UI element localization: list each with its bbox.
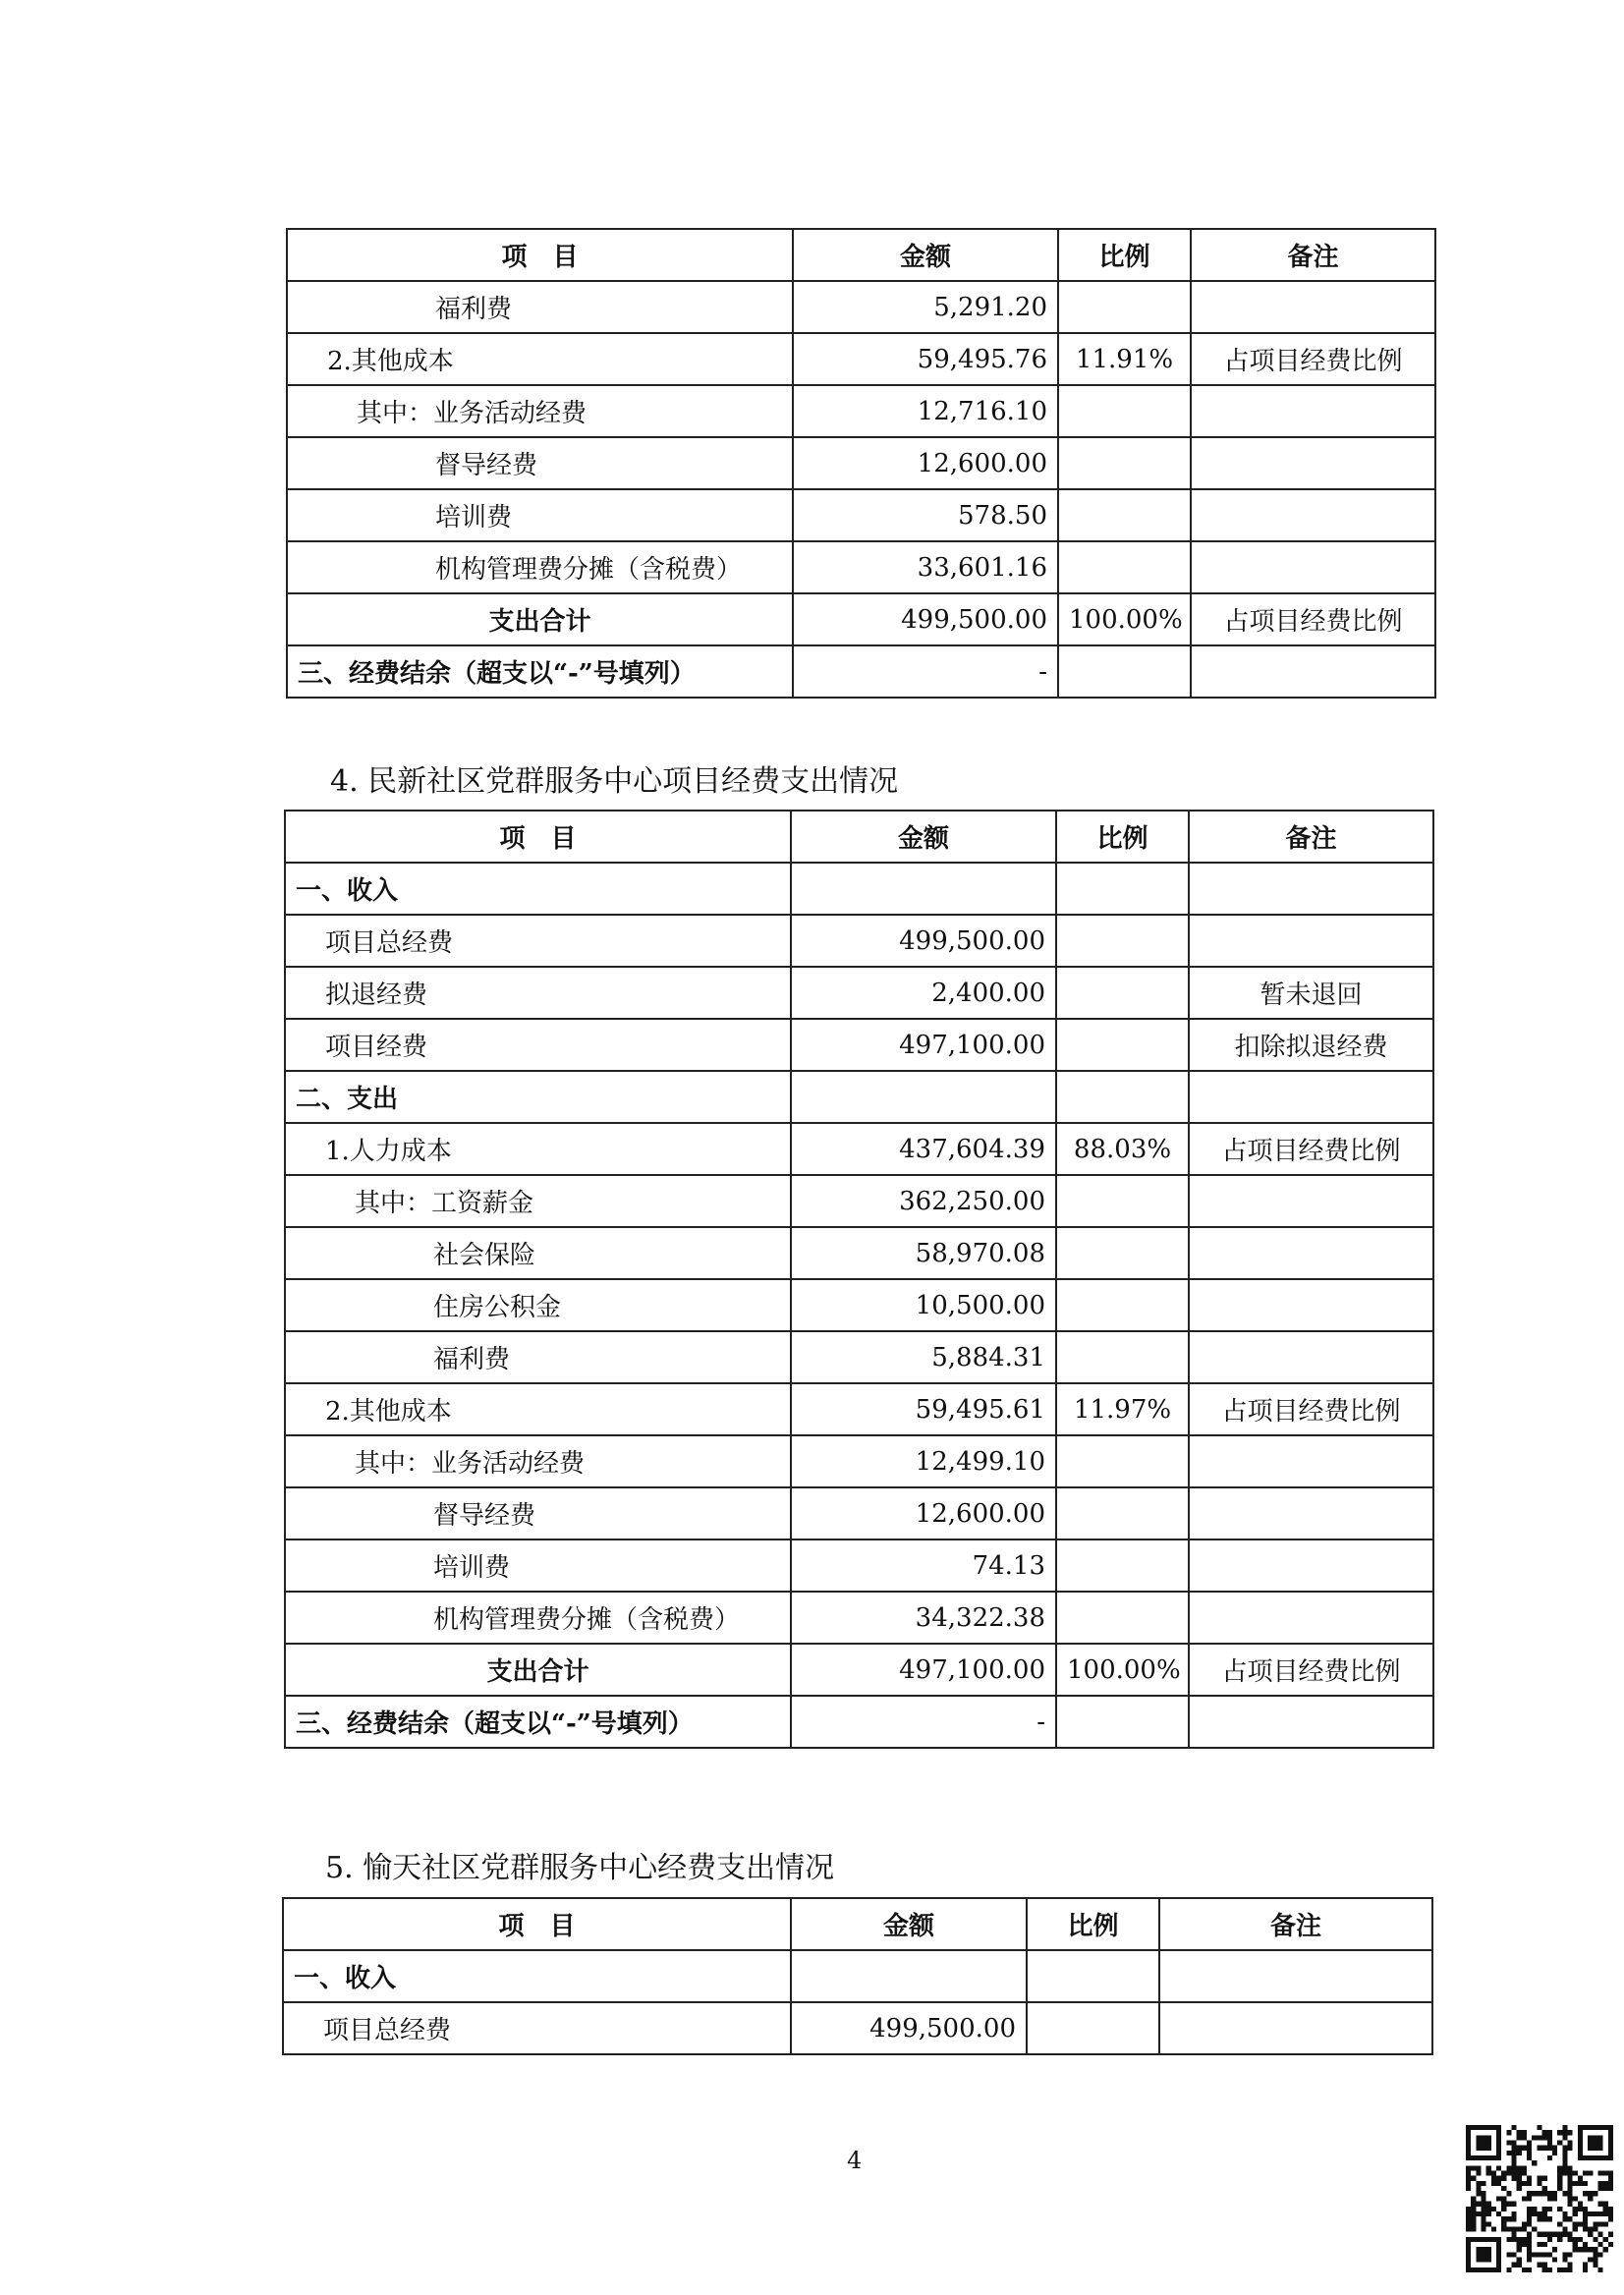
row-item: 三、经费结余（超支以“-”号填列） [285, 1696, 791, 1748]
row-amount: 12,600.00 [793, 437, 1058, 489]
table-row [285, 1279, 1433, 1331]
table-row [285, 1435, 1433, 1487]
row-ratio [1056, 1071, 1189, 1123]
row-item: 三、经费结余（超支以“-”号填列） [287, 645, 793, 698]
row-note: 扣除拟退经费 [1189, 1019, 1433, 1071]
row-ratio [1056, 967, 1189, 1019]
row-note: 占项目经费比例 [1189, 1644, 1433, 1696]
header-amount: 金额 [793, 229, 1058, 281]
row-item: 其中：工资薪金 [285, 1175, 791, 1227]
yutian-expense-table [282, 1897, 1433, 2055]
row-note [1189, 1175, 1433, 1227]
row-item: 培训费 [287, 489, 793, 541]
row-note [1191, 281, 1435, 333]
row-note [1191, 645, 1435, 698]
row-amount: 5,291.20 [793, 281, 1058, 333]
row-item: 二、支出 [285, 1071, 791, 1123]
row-ratio [1056, 1592, 1189, 1644]
row-ratio [1056, 1019, 1189, 1071]
table-row [285, 1331, 1433, 1383]
table-row [285, 915, 1433, 967]
row-note [1159, 2002, 1432, 2054]
row-note [1191, 437, 1435, 489]
row-amount: 499,500.00 [791, 2002, 1027, 2054]
header-item: 项 目 [283, 1898, 791, 1950]
section-4-title: 4. 民新社区党群服务中心项目经费支出情况 [330, 764, 899, 799]
row-ratio [1056, 1227, 1189, 1279]
row-ratio [1056, 1696, 1189, 1748]
row-ratio [1058, 281, 1191, 333]
expense-table-continued [286, 228, 1436, 699]
row-ratio: 88.03% [1056, 1123, 1189, 1175]
page-number: 4 [847, 2147, 863, 2174]
row-note [1191, 541, 1435, 593]
row-item: 福利费 [287, 281, 793, 333]
row-note [1191, 385, 1435, 437]
section-5-title: 5. 愉天社区党群服务中心经费支出情况 [325, 1851, 835, 1885]
table-row [285, 1487, 1433, 1539]
row-item: 其中：业务活动经费 [285, 1435, 791, 1487]
header-item: 项 目 [287, 229, 793, 281]
row-item: 福利费 [285, 1331, 791, 1383]
row-item: 其中：业务活动经费 [287, 385, 793, 437]
row-item: 1.人力成本 [285, 1123, 791, 1175]
header-note: 备注 [1159, 1898, 1432, 1950]
row-note [1189, 1539, 1433, 1592]
row-item: 机构管理费分摊（含税费） [285, 1592, 791, 1644]
row-ratio: 100.00% [1056, 1644, 1189, 1696]
row-item: 一、收入 [283, 1950, 791, 2002]
row-note [1189, 1227, 1433, 1279]
row-ratio [1056, 1539, 1189, 1592]
row-note [1189, 1279, 1433, 1331]
row-amount: 12,600.00 [791, 1487, 1056, 1539]
table-row [287, 489, 1435, 541]
row-amount: - [791, 1696, 1056, 1748]
table-row [285, 1227, 1433, 1279]
table-row [283, 1950, 1432, 2002]
row-amount: 58,970.08 [791, 1227, 1056, 1279]
row-amount: 499,500.00 [791, 915, 1056, 967]
row-amount: 12,499.10 [791, 1435, 1056, 1487]
row-amount: 437,604.39 [791, 1123, 1056, 1175]
row-note [1189, 1071, 1433, 1123]
row-ratio [1056, 915, 1189, 967]
row-ratio [1058, 437, 1191, 489]
table-header-row [287, 229, 1435, 281]
row-ratio [1056, 1331, 1189, 1383]
table-row [287, 385, 1435, 437]
row-amount: - [793, 645, 1058, 698]
row-ratio [1027, 2002, 1159, 2054]
row-item: 拟退经费 [285, 967, 791, 1019]
row-item: 项目总经费 [283, 2002, 791, 2054]
row-ratio: 11.97% [1056, 1383, 1189, 1435]
row-ratio [1056, 1487, 1189, 1539]
row-ratio [1056, 1435, 1189, 1487]
row-item: 项目总经费 [285, 915, 791, 967]
row-item: 机构管理费分摊（含税费） [287, 541, 793, 593]
row-amount: 59,495.76 [793, 333, 1058, 385]
minxin-expense-table [284, 810, 1434, 1749]
row-item: 支出合计 [285, 1644, 791, 1696]
table-row [287, 645, 1435, 698]
row-note [1189, 915, 1433, 967]
row-note [1189, 1331, 1433, 1383]
row-amount [791, 1071, 1056, 1123]
row-note [1189, 1696, 1433, 1748]
row-amount [791, 1950, 1027, 2002]
header-ratio: 比例 [1027, 1898, 1159, 1950]
table-row [285, 1175, 1433, 1227]
table-row [285, 1696, 1433, 1748]
row-note [1189, 1487, 1433, 1539]
row-ratio: 100.00% [1058, 593, 1191, 645]
row-note [1189, 1435, 1433, 1487]
header-note: 备注 [1189, 811, 1433, 863]
row-amount: 578.50 [793, 489, 1058, 541]
row-note: 占项目经费比例 [1189, 1383, 1433, 1435]
row-note [1189, 863, 1433, 915]
header-amount: 金额 [791, 1898, 1027, 1950]
table-row [285, 863, 1433, 915]
row-item: 支出合计 [287, 593, 793, 645]
row-ratio [1058, 385, 1191, 437]
header-amount: 金额 [791, 811, 1056, 863]
table-header-row [285, 811, 1433, 863]
row-note [1191, 489, 1435, 541]
header-ratio: 比例 [1056, 811, 1189, 863]
row-note: 占项目经费比例 [1191, 593, 1435, 645]
table-row [285, 1592, 1433, 1644]
row-amount: 362,250.00 [791, 1175, 1056, 1227]
row-ratio [1058, 541, 1191, 593]
row-note [1189, 1592, 1433, 1644]
row-amount: 497,100.00 [791, 1644, 1056, 1696]
row-item: 2.其他成本 [287, 333, 793, 385]
row-ratio [1056, 1279, 1189, 1331]
table-row [285, 1539, 1433, 1592]
row-item: 督导经费 [285, 1487, 791, 1539]
table-row [287, 281, 1435, 333]
table-row [285, 967, 1433, 1019]
qr-code-icon [1466, 2125, 1613, 2272]
row-amount: 74.13 [791, 1539, 1056, 1592]
row-item: 一、收入 [285, 863, 791, 915]
row-ratio: 11.91% [1058, 333, 1191, 385]
table-row [287, 541, 1435, 593]
table-row [287, 593, 1435, 645]
table-row [285, 1644, 1433, 1696]
row-item: 项目经费 [285, 1019, 791, 1071]
table-row [285, 1019, 1433, 1071]
row-amount: 2,400.00 [791, 967, 1056, 1019]
table-row [287, 437, 1435, 489]
row-ratio [1027, 1950, 1159, 2002]
row-item: 2.其他成本 [285, 1383, 791, 1435]
row-ratio [1058, 645, 1191, 698]
header-ratio: 比例 [1058, 229, 1191, 281]
row-ratio [1056, 1175, 1189, 1227]
row-item: 社会保险 [285, 1227, 791, 1279]
table-row [287, 333, 1435, 385]
row-amount [791, 863, 1056, 915]
header-note: 备注 [1191, 229, 1435, 281]
row-amount: 5,884.31 [791, 1331, 1056, 1383]
row-amount: 10,500.00 [791, 1279, 1056, 1331]
row-item: 培训费 [285, 1539, 791, 1592]
row-item: 督导经费 [287, 437, 793, 489]
row-amount: 59,495.61 [791, 1383, 1056, 1435]
row-note: 占项目经费比例 [1189, 1123, 1433, 1175]
row-amount: 12,716.10 [793, 385, 1058, 437]
row-ratio [1058, 489, 1191, 541]
table-row [285, 1383, 1433, 1435]
row-note: 占项目经费比例 [1191, 333, 1435, 385]
header-item: 项 目 [285, 811, 791, 863]
row-amount: 33,601.16 [793, 541, 1058, 593]
row-item: 住房公积金 [285, 1279, 791, 1331]
row-ratio [1056, 863, 1189, 915]
row-amount: 34,322.38 [791, 1592, 1056, 1644]
row-amount: 497,100.00 [791, 1019, 1056, 1071]
row-note: 暂未退回 [1189, 967, 1433, 1019]
table-row [285, 1123, 1433, 1175]
table-row [285, 1071, 1433, 1123]
row-note [1159, 1950, 1432, 2002]
table-row [283, 2002, 1432, 2054]
table-header-row [283, 1898, 1432, 1950]
row-amount: 499,500.00 [793, 593, 1058, 645]
